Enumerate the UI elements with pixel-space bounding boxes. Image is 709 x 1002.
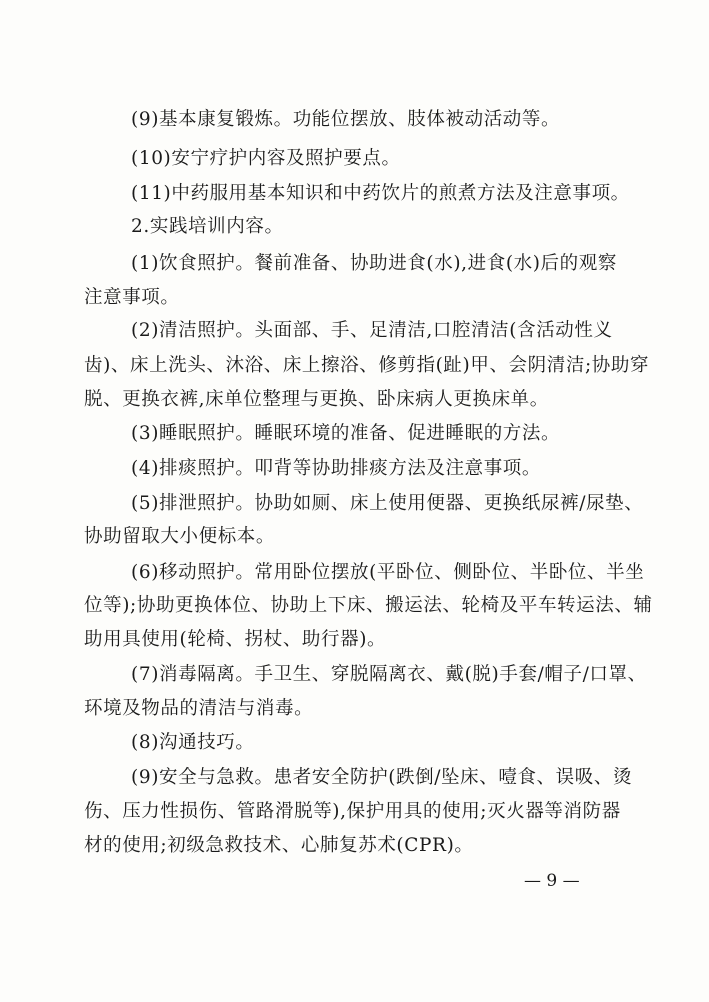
text-line: (7)消毒隔离。手卫生、穿脱隔离衣、戴(脱)手套/帽子/口罩、 <box>131 664 647 685</box>
page-number-text: — 9 — <box>524 871 580 891</box>
text-line: (9)安全与急救。患者安全防护(跌倒/坠床、噎食、误吸、烫 <box>131 767 633 788</box>
text-line: (8)沟通技巧。 <box>131 732 255 753</box>
text-line: 助用具使用(轮椅、拐杖、助行器)。 <box>84 629 387 650</box>
text-line: (11)中药服用基本知识和中药饮片的煎煮方法及注意事项。 <box>131 183 630 204</box>
text-line: (1)饮食照护。餐前准备、协助进食(水),进食(水)后的观察 <box>131 253 617 274</box>
text-line: (10)安宁疗护内容及照护要点。 <box>131 148 401 169</box>
section-heading: 2.实践培训内容。 <box>131 216 284 237</box>
text-line: 伤、压力性损伤、管路滑脱等),保护用具的使用;灭火器等消防器 <box>84 801 621 822</box>
text-line: 位等);协助更换体位、协助上下床、搬运法、轮椅及平车转运法、辅 <box>84 595 653 616</box>
text-line: (3)睡眠照护。睡眠环境的准备、促进睡眠的方法。 <box>131 423 561 444</box>
text-line: (9)基本康复锻炼。功能位摆放、肢体被动活动等。 <box>131 109 561 130</box>
text-line: 注意事项。 <box>84 287 180 308</box>
text-line: (5)排泄照护。协助如厕、床上使用便器、更换纸尿裤/尿垫、 <box>131 493 644 514</box>
text-line: 脱、更换衣裤,床单位整理与更换、卧床病人更换床单。 <box>84 389 549 410</box>
page-number <box>0 870 709 892</box>
text-line: 材的使用;初级急救技术、心肺复苏术(CPR)。 <box>84 835 474 856</box>
text-line: 协助留取大小便标本。 <box>84 526 276 547</box>
text-line: 环境及物品的清洁与消毒。 <box>84 698 314 719</box>
text-line: (2)清洁照护。头面部、手、足清洁,口腔清洁(含活动性义 <box>131 320 613 341</box>
text-line: (6)移动照护。常用卧位摆放(平卧位、侧卧位、半卧位、半坐 <box>131 562 645 583</box>
text-line: 齿)、床上洗头、沐浴、床上擦浴、修剪指(趾)甲、会阴清洁;协助穿 <box>84 355 650 376</box>
text-line: (4)排痰照护。叩背等协助排痰方法及注意事项。 <box>131 458 542 479</box>
